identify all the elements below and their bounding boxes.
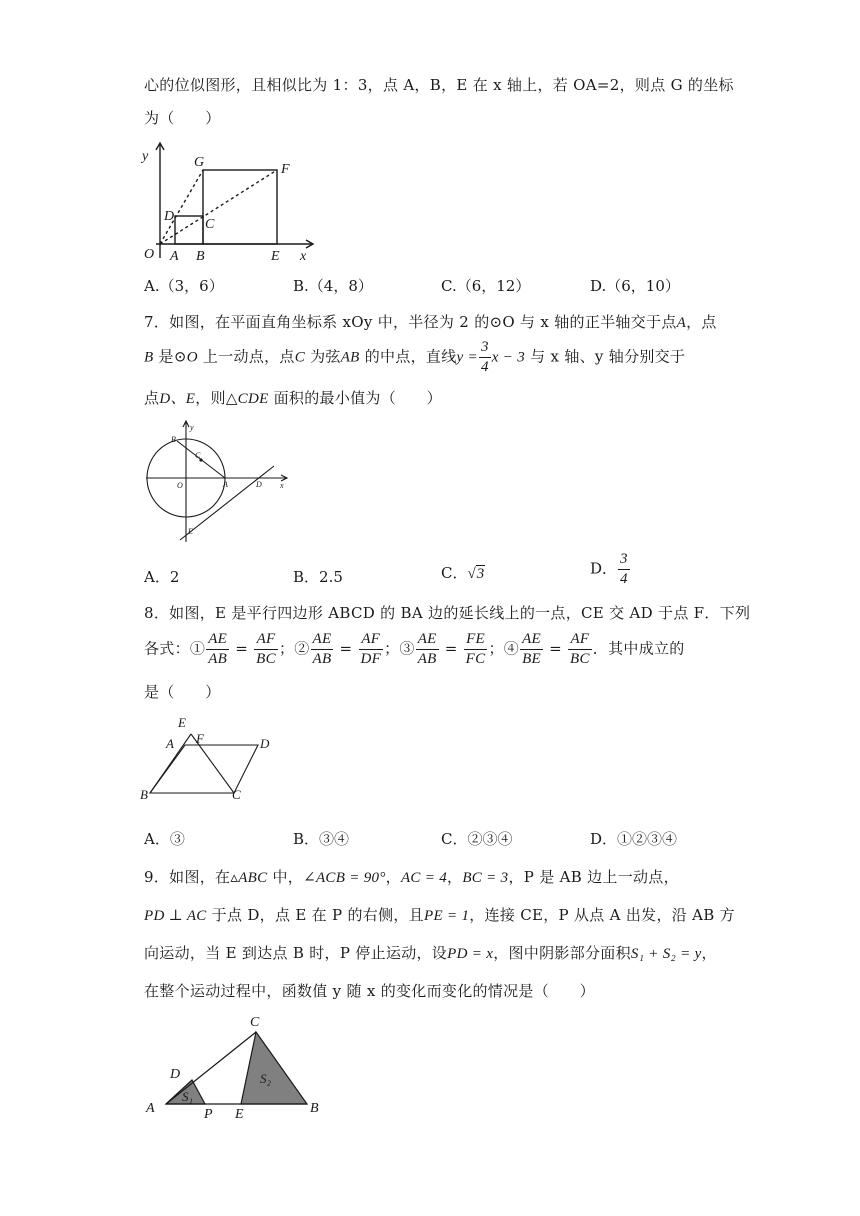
q8-label-A: A: [166, 736, 174, 751]
q8-text-line2: 各式：① $\frac{AE}{AB}$ = $\frac{AF}{BC}$ ；② $\frac{AE}{AB}$ = $\frac{AF}{DF}$ ；③ $\frac{AE}{AB}$ = $\frac{FE}{FC}$ ；④ $\frac{AE}{BE}$ = $\frac{AF}{BC}$ ．其中成立的: [144, 631, 685, 667]
q9-text-line3: 向运动，当 E 到达点 B 时，P 停止运动，设PD = x，图中阴影部分面积S₁ + S₂ = y，: [144, 944, 717, 962]
q6-option-a[interactable]: A.（3，6）: [144, 277, 224, 295]
q7-option-b[interactable]: B．2.5: [293, 568, 343, 586]
q8-text-line3: 是（ ）: [144, 683, 221, 701]
q7-slope-fraction: $\frac{3}{4}$: [480, 339, 489, 375]
q9-label-B: B: [310, 1101, 319, 1116]
q8-option-c[interactable]: C．②③④: [441, 830, 513, 848]
q8-figure: [138, 712, 278, 804]
q9-label-A: A: [146, 1101, 155, 1116]
q6-text-line2: 为（ ）: [144, 109, 221, 127]
q6-label-F: F: [281, 162, 290, 177]
q7-label-x: x: [280, 481, 284, 490]
q7-label-E: E: [188, 527, 193, 536]
q9-text-line1: 9．如图，在▵ABC 中，∠ACB = 90°，AC = 4，BC = 3，P 是 AB 边上一动点，: [144, 868, 679, 886]
q9-label-P: P: [204, 1107, 213, 1122]
q9-label-C: C: [250, 1015, 260, 1030]
q7-text-line3: 点D、E，则△CDE 面积的最小值为（ ）: [144, 389, 442, 407]
q8-label-B: B: [140, 787, 148, 802]
q7-optd-fraction: $\frac{3}{4}$: [620, 551, 628, 587]
q7-option-d[interactable]: D． $\frac{3}{4}$: [590, 551, 628, 587]
q8-text-line1: 8．如图，E 是平行四边形 ABCD 的 BA 边的延长线上的一点，CE 交 AD 于点 F．下列: [144, 604, 751, 622]
q8-option-a[interactable]: A．③: [144, 830, 185, 848]
q7-label-D: D: [256, 480, 262, 489]
q8-label-C: C: [232, 787, 241, 802]
q7-text-line1: 7．如图，在平面直角坐标系 xOy 中，半径为 2 的⊙O 与 x 轴的正半轴交于点A，点: [144, 313, 717, 331]
q9-figure: [140, 1012, 330, 1122]
q7-label-A: A: [223, 480, 228, 489]
q6-text-line1: 心的位似图形，且相似比为 1：3，点 A，B，E 在 x 轴上，若 OA=2，则点 G 的坐标: [144, 76, 734, 94]
q7-option-a[interactable]: A．2: [144, 568, 180, 586]
q6-label-A: A: [170, 249, 179, 264]
q8-label-F: F: [196, 731, 204, 746]
q8-option-d[interactable]: D．①②③④: [590, 830, 678, 848]
q6-label-E: E: [271, 249, 280, 264]
q7-option-c[interactable]: C．√3: [441, 564, 485, 582]
q9-label-S2: S₂: [260, 1071, 272, 1086]
q6-label-G: G: [194, 155, 205, 170]
q6-label-O: O: [144, 247, 155, 262]
q8-option-b[interactable]: B．③④: [293, 830, 350, 848]
q6-option-c[interactable]: C.（6，12）: [441, 277, 531, 295]
q6-label-B: B: [196, 249, 205, 264]
q9-label-S1: S₁: [182, 1089, 194, 1104]
q7-sqrt: √3: [467, 566, 485, 582]
q7-label-B: B: [171, 435, 176, 444]
q6-label-y: y: [142, 149, 149, 164]
q6-label-D: D: [164, 209, 175, 224]
q9-label-D: D: [170, 1067, 181, 1082]
q9-label-E: E: [235, 1107, 244, 1122]
q6-label-C: C: [205, 217, 215, 232]
q8-label-D: D: [260, 736, 270, 751]
q7-label-O: O: [177, 481, 183, 490]
q7-label-C: C: [195, 451, 201, 460]
q6-figure: [138, 140, 320, 265]
q6-option-b[interactable]: B.（4，8）: [293, 277, 373, 295]
q9-text-line2: PD ⊥ AC 于点 D，点 E 在 P 的右侧，且PE = 1，连接 CE，P 从点 A 出发，沿 AB 方: [144, 906, 735, 924]
q6-label-x: x: [300, 249, 307, 264]
q7-text-line2: B 是⊙O 上一动点，点C 为弦AB 的中点，直线y = $\frac{3}{4}$ x − 3 与 x 轴、y 轴分别交于: [144, 339, 686, 375]
q8-label-E: E: [178, 715, 186, 730]
q7-figure: [140, 420, 290, 545]
q7-label-y: y: [190, 423, 194, 432]
q9-text-line4: 在整个运动过程中，函数值 y 随 x 的变化而变化的情况是（ ）: [144, 982, 595, 1000]
q6-option-d[interactable]: D.（6，10）: [590, 277, 680, 295]
